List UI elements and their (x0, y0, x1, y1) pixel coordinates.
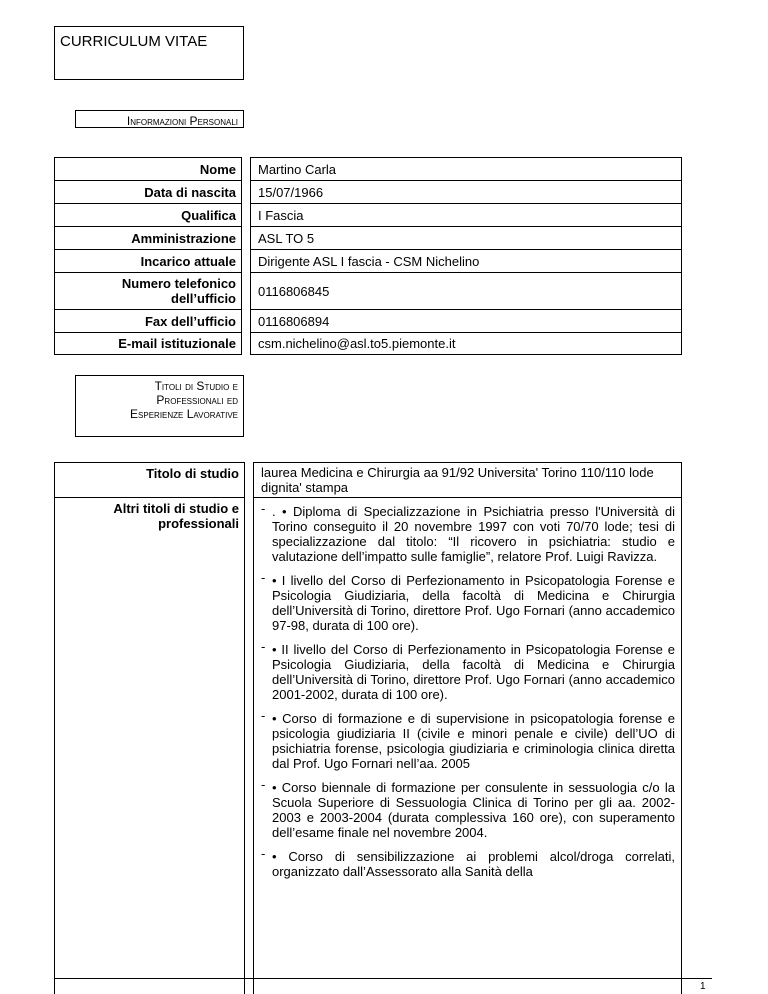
dash-bullet-icon: - (261, 570, 266, 585)
dash-bullet-icon: - (261, 708, 266, 723)
list-item: - • I livello del Corso di Perfezionamento in Psicopatologia Forense e Psicologia Giudiziaria, della facoltà di Medicina e Chirurgia dell’Università di Torino, direttore Prof. Ugo Fornari (anno accademico 97-98, durata di 100 ore). (261, 570, 675, 633)
info-label: Amministrazione (54, 226, 242, 249)
info-label: Nome (54, 157, 242, 180)
info-row-nome (54, 157, 682, 180)
info-label: Qualifica (54, 203, 242, 226)
info-label: Fax dell’ufficio (54, 309, 242, 332)
section-studies-line-3: Esperienze Lavorative (130, 407, 238, 421)
page-title: CURRICULUM VITAE (60, 33, 208, 50)
list-item: - . • Diploma di Specializzazione in Psichiatria presso l'Università di Torino conseguito il 20 novembre 1997 con voti 70/70 lode; tesi di specializzazione dal titolo: “Il ricovero in psichiatria: studio e valutazione dell’impatto sulle famiglie”, relatore Prof. Luigi Ravizza. (261, 501, 675, 564)
dash-bullet-icon: - (261, 777, 266, 792)
personal-info-table (54, 157, 682, 355)
list-item: - • Corso di sensibilizzazione ai problemi alcol/droga correlati, organizzato dall’Assessorato alla Sanità della (261, 846, 675, 879)
info-row-email (54, 332, 682, 355)
list-item: - • Corso di formazione e di supervisione in psicopatologia forense e psicologia giudiziaria II (civile e minori penale e civile) dell’UO di psichiatria forense, psicologia giudiziaria e criminologia clinica diretta dal Prof. Ugo Fornari nell’aa. 2005 (261, 708, 675, 771)
section-studies-line-1: Titoli di Studio e (154, 379, 238, 393)
section-personal-heading: Informazioni Personali (75, 110, 244, 128)
list-item: - • II livello del Corso di Perfezionamento in Psicopatologia Forense e Psicologia Giudiziaria, della facoltà di Medicina e Chirurgia dell’Università di Torino, direttore Prof. Ugo Fornari (anno accademico 2001-2002, durata di 100 ore). (261, 639, 675, 702)
footer-divider (54, 978, 712, 979)
info-row-amministrazione (54, 226, 682, 249)
dash-bullet-icon: - (261, 639, 266, 654)
info-row-qualifica (54, 203, 682, 226)
altri-titoli-label: Altri titoli di studio e professionali (54, 497, 245, 994)
info-value: 0116806845 (250, 272, 682, 309)
info-value: csm.nichelino@asl.to5.piemonte.it (250, 332, 682, 355)
info-label: E-mail istituzionale (54, 332, 242, 355)
titolo-label: Titolo di studio (54, 462, 245, 497)
info-value: ASL TO 5 (250, 226, 682, 249)
info-value: I Fascia (250, 203, 682, 226)
titolo-value: laurea Medicina e Chirurgia aa 91/92 Universita' Torino 110/110 lode dignita' stampa (253, 462, 682, 497)
info-label: Data di nascita (54, 180, 242, 203)
info-label: Incarico attuale (54, 249, 242, 272)
info-row-fax (54, 309, 682, 332)
info-value: Martino Carla (250, 157, 682, 180)
info-value: Dirigente ASL I fascia - CSM Nichelino (250, 249, 682, 272)
dash-bullet-icon: - (261, 846, 266, 861)
info-row-data-nascita (54, 180, 682, 203)
section-studies-line-2: Professionali ed (156, 393, 238, 407)
section-studies-heading (75, 375, 244, 437)
info-value: 0116806894 (250, 309, 682, 332)
page-number: 1 (700, 981, 706, 992)
info-label: Numero telefonico dell’ufficio (54, 272, 242, 309)
info-value: 15/07/1966 (250, 180, 682, 203)
list-item: - • Corso biennale di formazione per consulente in sessuologia c/o la Scuola Superiore di Sessuologia Clinica di Torino per gli aa. 2002-2003 e 2003-2004 (durata complessiva 160 ore), con superamento dell’esame finale nel novembre 2004. (261, 777, 675, 840)
cv-title-box (54, 26, 244, 80)
info-row-telefono (54, 272, 682, 309)
altri-titoli-list (253, 497, 682, 994)
info-row-incarico (54, 249, 682, 272)
dash-bullet-icon: - (261, 501, 266, 516)
